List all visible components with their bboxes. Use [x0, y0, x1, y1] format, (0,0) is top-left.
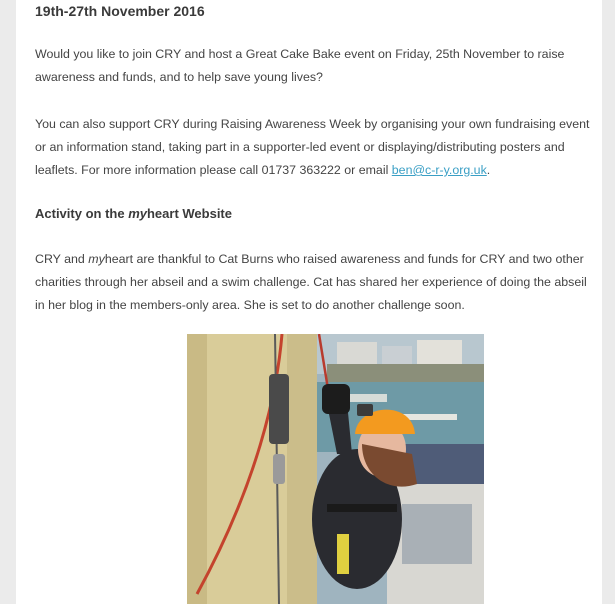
awareness-week-paragraph	[35, 113, 595, 182]
email-link[interactable]: ben@c-r-y.org.uk	[391, 163, 487, 177]
myheart-paragraph	[35, 248, 595, 317]
myheart-paragraph-post: heart are thankful to Cat Burns who raised awareness and funds for CRY and two other charities through her abseil and a swim challenge. Cat has shared her experience of doing the abseil in her blog in the members-only area. She is set to do another challenge soon.	[35, 252, 587, 312]
section-heading	[35, 206, 232, 221]
myheart-paragraph-my: my	[88, 252, 105, 266]
myheart-paragraph-pre: CRY and	[35, 252, 89, 266]
awareness-week-end: .	[486, 163, 491, 177]
section-heading-my: my	[128, 206, 147, 221]
abseil-photo-illustration	[187, 334, 484, 604]
section-heading-post: heart Website	[146, 206, 232, 221]
section-heading-pre: Activity on the	[35, 206, 129, 221]
date-heading: 19th-27th November 2016	[35, 3, 205, 19]
abseil-photo	[187, 334, 484, 604]
cake-bake-paragraph: Would you like to join CRY and host a Great Cake Bake event on Friday, 25th November to raise awareness and funds, and to help save young lives?	[35, 47, 565, 84]
newsletter-page	[16, 0, 602, 604]
awareness-week-text: You can also support CRY during Raising Awareness Week by organising your own fundraising event or an information stand, taking part in a supporter-led event or displaying/distributing posters and leaflets. For more information please call 01737 363222 or email	[35, 117, 590, 177]
